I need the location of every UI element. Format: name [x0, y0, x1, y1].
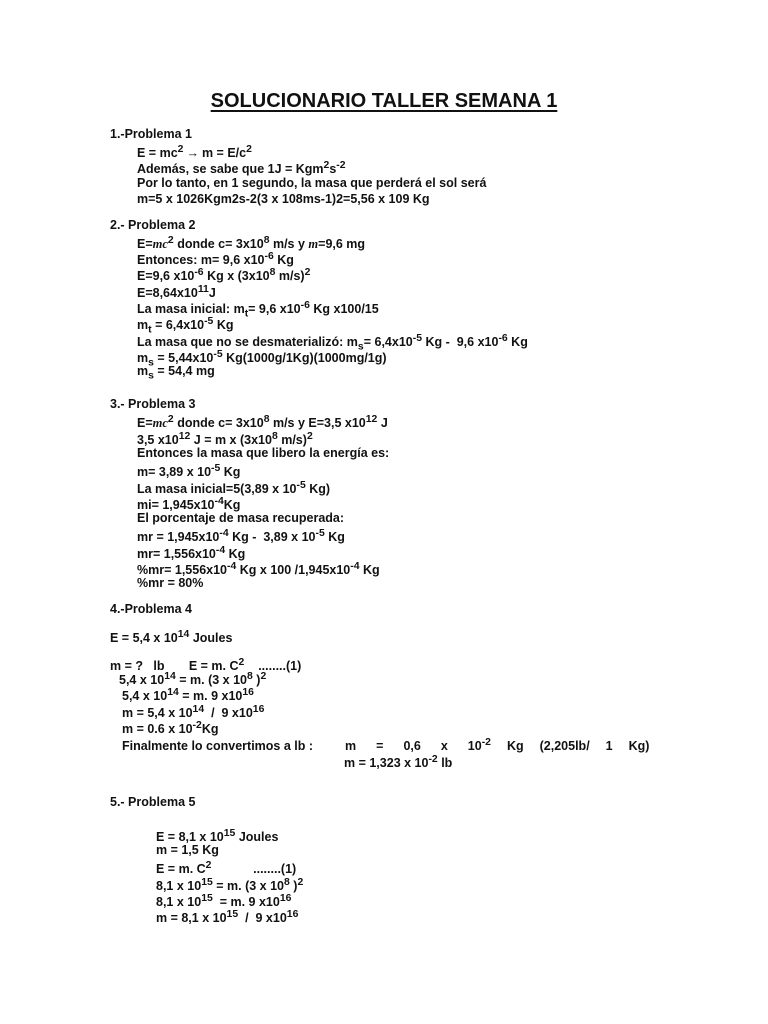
problem-3-heading: 3.- Problema 3	[110, 397, 196, 411]
problem-3-line: $\%mr= 1,556x10^{-4}$ Kg x 100 $/1,945x10^{-4}$ Kg	[137, 561, 380, 578]
problem-5-line: m = 1,5 Kg	[156, 843, 219, 857]
problem-4-line: m = 0.6 x $10^{-2}Kg$	[122, 720, 219, 737]
problem-2-heading: 2.- Problema 2	[110, 218, 196, 232]
problem-4-line: 5,4 x $10^{14} = m$. 9 $x10^{16}$	[122, 687, 254, 704]
problem-3-line: $mr= 1,556x10^{-4}$ Kg	[137, 545, 246, 562]
problem-2-line: $E=mc^2$ donde $c= 3x10^8$ m/s y m=9,6 mg	[137, 235, 366, 252]
problem-5-line: m = 8,1 x $10^{15} / 9$ $x10^{16}$	[156, 909, 299, 926]
problem-3-line: Entonces la masa que libero la energía es:	[137, 446, 390, 460]
problem-4-energy: E = 5,4 x $10^{14}$ Joules	[110, 629, 233, 646]
problem-3-line: $E=mc^2$ donde $c= 3x10^8$ m/s y E=3,5 $x10^{12}$ J	[137, 414, 388, 431]
problem-4-heading: 4.-Problema 4	[110, 602, 192, 616]
problem-2-line: $m_t = 6,4x10^{-5}$ Kg	[137, 316, 234, 336]
problem-3-line: El porcentaje de masa recuperada:	[137, 511, 345, 525]
problem-2-line: La masa que no se desmaterializó: $m_s= 6,4x10^{-5}$ Kg - 9,6 $x10^{-6}$ Kg	[137, 333, 528, 353]
problem-2-line: La masa inicial: $m_t= 9,6$ $x10^{-6}$ Kg x100/15	[137, 300, 379, 320]
problem-1-line: Además, se sabe que $1J = Kgm^2s^{-2}$	[137, 160, 346, 177]
problem-5-line: E = m. $C^2$ ........(1)	[156, 860, 297, 877]
problem-3-line: 3,5 $x10^{12}$ J = m x ($3x10^8$ m/s)$^2$	[137, 431, 313, 448]
arrow-right-icon: →	[186, 146, 199, 161]
problem-3-line: La masa inicial=5(3,89 x $10^{-5}$ Kg)	[137, 480, 331, 497]
problem-2-line: $m_s = 54,4$ mg	[137, 364, 215, 382]
problem-2-line: $E=8,64x10^{11}J$	[137, 284, 216, 301]
problem-2-line: E=9,6 $x10^{-6}$ Kg x ($3x10^8$ m/s)$^2$	[137, 267, 311, 284]
problem-5-line: 8,1 x $10^{15} = m$. 9 $x10^{16}$	[156, 893, 292, 910]
problem-5-heading: 5.- Problema 5	[110, 795, 196, 809]
problem-4-result: m = 1,323 x $10^{-2}$ lb	[344, 754, 453, 771]
problem-2-line: Entonces: m= 9,6 $x10^{-6}$ Kg	[137, 251, 294, 268]
problem-1-line: $E = mc^2 \to m = E/c^2$	[137, 144, 252, 161]
problem-1-heading: 1.-Problema 1	[110, 127, 192, 141]
problem-3-line: %mr = 80%	[137, 576, 204, 590]
problem-3-line: mr = $1,945x10^{-4}$ Kg - 3,89 x $10^{-5}$ Kg	[137, 528, 345, 545]
page-title: SOLUCIONARIO TALLER SEMANA 1	[210, 90, 558, 112]
problem-4-conversion: Finalmente lo convertimos a lb : m = 0,6 x $10^{-2}$ Kg (2,205lb/ 1 Kg)	[122, 737, 650, 754]
problem-4-line: 5,4 x $10^{14} = m$. (3 x $10^8$ )$^2$	[119, 671, 267, 688]
problem-4-line: m = ? lb E = m. $C^2$ ........(1)	[110, 657, 302, 674]
problem-1-line: Por lo tanto, en 1 segundo, la masa que perderá el sol será	[137, 176, 487, 190]
problem-3-line: m= 3,89 x $10^{-5}$ Kg	[137, 463, 241, 480]
problem-5-line: 8,1 x $10^{15} = m$. (3 x $10^8$ )$^2$	[156, 877, 304, 894]
problem-2-line: $m_s = 5,44x10^{-5}$ Kg(1000g/1Kg)(1000mg/1g)	[137, 349, 387, 369]
problem-4-line: m = 5,4 x $10^{14} / 9$ $x10^{16}$	[122, 704, 265, 721]
problem-3-line: $mi= 1,945x10^{-4}Kg$	[137, 496, 241, 513]
problem-1-line: m=5 x 1026Kgm2s-2(3 x 108ms-1)2=5,56 x 109 Kg	[137, 192, 430, 206]
problem-5-line: E = 8,1 x $10^{15}$ Joules	[156, 828, 279, 845]
